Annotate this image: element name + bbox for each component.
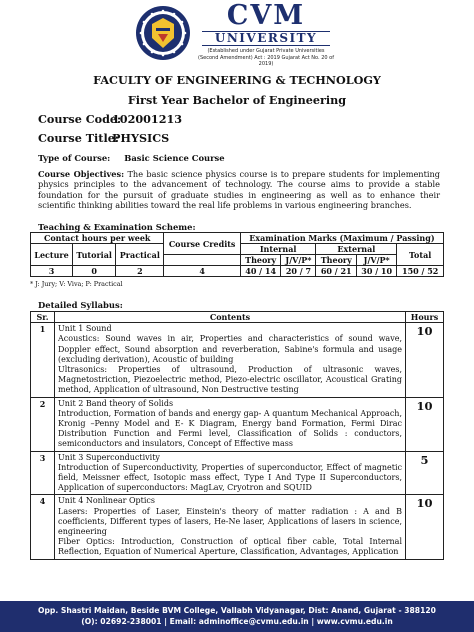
lecture-value: 3	[31, 266, 73, 277]
unit-heading: Unit 4 Nonlinear Optics	[58, 496, 155, 506]
syllabus-contents-header: Contents	[55, 312, 406, 323]
footer-bar	[0, 601, 474, 632]
letterhead	[0, 0, 474, 68]
internal-theory-value: 40 / 14	[240, 266, 281, 277]
credits-value: 4	[164, 266, 240, 277]
course-code-label: Course Code:	[38, 112, 122, 126]
course-title-row	[38, 131, 170, 145]
external-theory-header: Theory	[316, 255, 357, 266]
unit-text	[58, 399, 402, 450]
brand-subtitle: UNIVERSITY	[202, 31, 330, 46]
footer-contact: (O): 02692-238001 | Email: adminoffice@cvmu.edu.in | www.cvmu.edu.in	[81, 617, 393, 626]
syllabus-table	[30, 311, 444, 560]
course-code-row	[38, 112, 183, 126]
internal-theory-header: Theory	[240, 255, 281, 266]
internal-jvp-header: J/V/P*	[281, 255, 316, 266]
scheme-title: Teaching & Examination Scheme:	[38, 222, 196, 232]
external-theory-value: 60 / 21	[316, 266, 357, 277]
establishment-line-2: (Second Amendment) Act : 2019 Gujarat Act No. 20 of 2019)	[198, 54, 334, 67]
row-hours: 10	[406, 323, 444, 397]
total-value: 150 / 52	[397, 266, 444, 277]
brand-block	[196, 2, 336, 68]
external-jvp-header: J/V/P*	[357, 255, 397, 266]
unit-heading: Unit 2 Band theory of Solids	[58, 398, 174, 408]
footer-address: Opp. Shastri Maidan, Beside BVM College, Vallabh Vidyanagar, Dist: Anand, Gujarat - 388120	[38, 606, 436, 615]
course-code-value: 102001213	[112, 112, 183, 126]
credits-blank	[164, 255, 240, 266]
unit-heading: Unit 1 Sound	[58, 324, 112, 334]
course-type-value: Basic Science Course	[124, 153, 225, 163]
row-contents	[55, 397, 406, 451]
unit-text	[58, 496, 402, 557]
unit-heading: Unit 3 Superconductivity	[58, 452, 160, 462]
brand-name: CVM	[226, 0, 306, 31]
unit-line: Introduction of Superconductivity, Properties of superconductor, Effect of magnetic field, Meissner effect, Isotopic mass effect, Type I And Type II Superconductors, Application of superconductors: MagLav, Cryotron and SQUID	[58, 462, 402, 493]
establishment-line-1: (Established under Gujarat Private Universities	[207, 48, 325, 54]
table-row	[31, 451, 444, 495]
objectives-text: The basic science physics course is to prepare students for implementing physics principles to the advancement of technology. The course aims to provide a stable foundation for the pursuit of graduate studies in engineering as well as to enhance their scientific thinking abilities toward the real life problems in various engineering branches.	[38, 169, 441, 211]
unit-line: Lasers: Properties of Laser, Einstein's theory of matter radiation : A and B coefficients, Different types of lasers, He-Ne laser, Applications of lasers in science, engineering	[58, 506, 402, 537]
unit-line: Introduction, Formation of bands and energy gap- A quantum Mechanical Approach, Kronig –Penny Model and E- K Diagram, Energy band Formation, Fermi Dirac Distribution Function and Fermi level, Classification of Solids : conductors, semiconductors and insulators, Concept of Effective mass	[58, 408, 402, 449]
contact-hours-header: Contact hours per week	[31, 233, 164, 244]
syllabus-hours-header: Hours	[406, 312, 444, 323]
unit-line: Fiber Optics: Introduction, Construction of optical fiber cable, Total Internal Reflection, Equation of Numerical Aperture, Classification, Advantages, Application	[58, 537, 402, 557]
internal-header: Internal	[240, 244, 316, 255]
unit-text	[58, 453, 402, 494]
table-row	[31, 495, 444, 559]
practical-value: 2	[116, 266, 164, 277]
lecture-header: Lecture	[31, 244, 73, 266]
tutorial-header: Tutorial	[73, 244, 116, 266]
university-emblem-icon	[134, 4, 192, 62]
program-heading: First Year Bachelor of Engineering	[127, 93, 347, 107]
tutorial-value: 0	[73, 266, 116, 277]
course-type-label: Type of Course:	[38, 153, 111, 163]
unit-line: Acoustics: Sound waves in air, Properties and characteristics of sound wave, Doppler effect, Sound absorption and reverberation, Sabine's formula and usage (excluding derivation), Acoustic of building	[58, 334, 402, 364]
external-header: External	[316, 244, 397, 255]
table-row	[31, 397, 444, 451]
unit-text	[58, 324, 402, 395]
row-contents	[55, 495, 406, 559]
scheme-footnote: * J: Jury; V: Viva; P: Practical	[30, 280, 123, 288]
row-hours: 10	[406, 495, 444, 559]
exam-marks-header: Examination Marks (Maximum / Passing)	[240, 233, 443, 244]
faculty-heading: FACULTY OF ENGINEERING & TECHNOLOGY	[93, 73, 381, 87]
row-sr: 2	[31, 397, 55, 451]
row-hours: 10	[406, 397, 444, 451]
external-jvp-value: 30 / 10	[357, 266, 397, 277]
objectives-label: Course Objectives:	[38, 169, 125, 179]
total-header: Total	[397, 244, 444, 266]
row-contents	[55, 451, 406, 495]
practical-header: Practical	[116, 244, 164, 266]
table-row	[31, 323, 444, 397]
syllabus-title: Detailed Syllabus:	[38, 300, 123, 310]
course-title-label: Course Title:	[38, 131, 119, 145]
course-title-value: PHYSICS	[112, 131, 170, 145]
course-type-row	[38, 153, 225, 163]
course-objectives	[38, 169, 440, 211]
row-sr: 4	[31, 495, 55, 559]
course-credits-header: Course Credits	[164, 233, 240, 255]
row-hours: 5	[406, 451, 444, 495]
unit-line: Ultrasonics: Properties of ultrasound, Production of ultrasonic waves, Magnetostriction, Piezoelectric method, Piezo-electric oscillator, Acoustical Grating method, Application of ultrasound, Non Destructive testing	[58, 365, 402, 395]
teaching-exam-scheme-table	[30, 232, 444, 277]
row-sr: 1	[31, 323, 55, 397]
row-contents	[55, 323, 406, 397]
row-sr: 3	[31, 451, 55, 495]
internal-jvp-value: 20 / 7	[281, 266, 316, 277]
syllabus-sr-header: Sr.	[31, 312, 55, 323]
